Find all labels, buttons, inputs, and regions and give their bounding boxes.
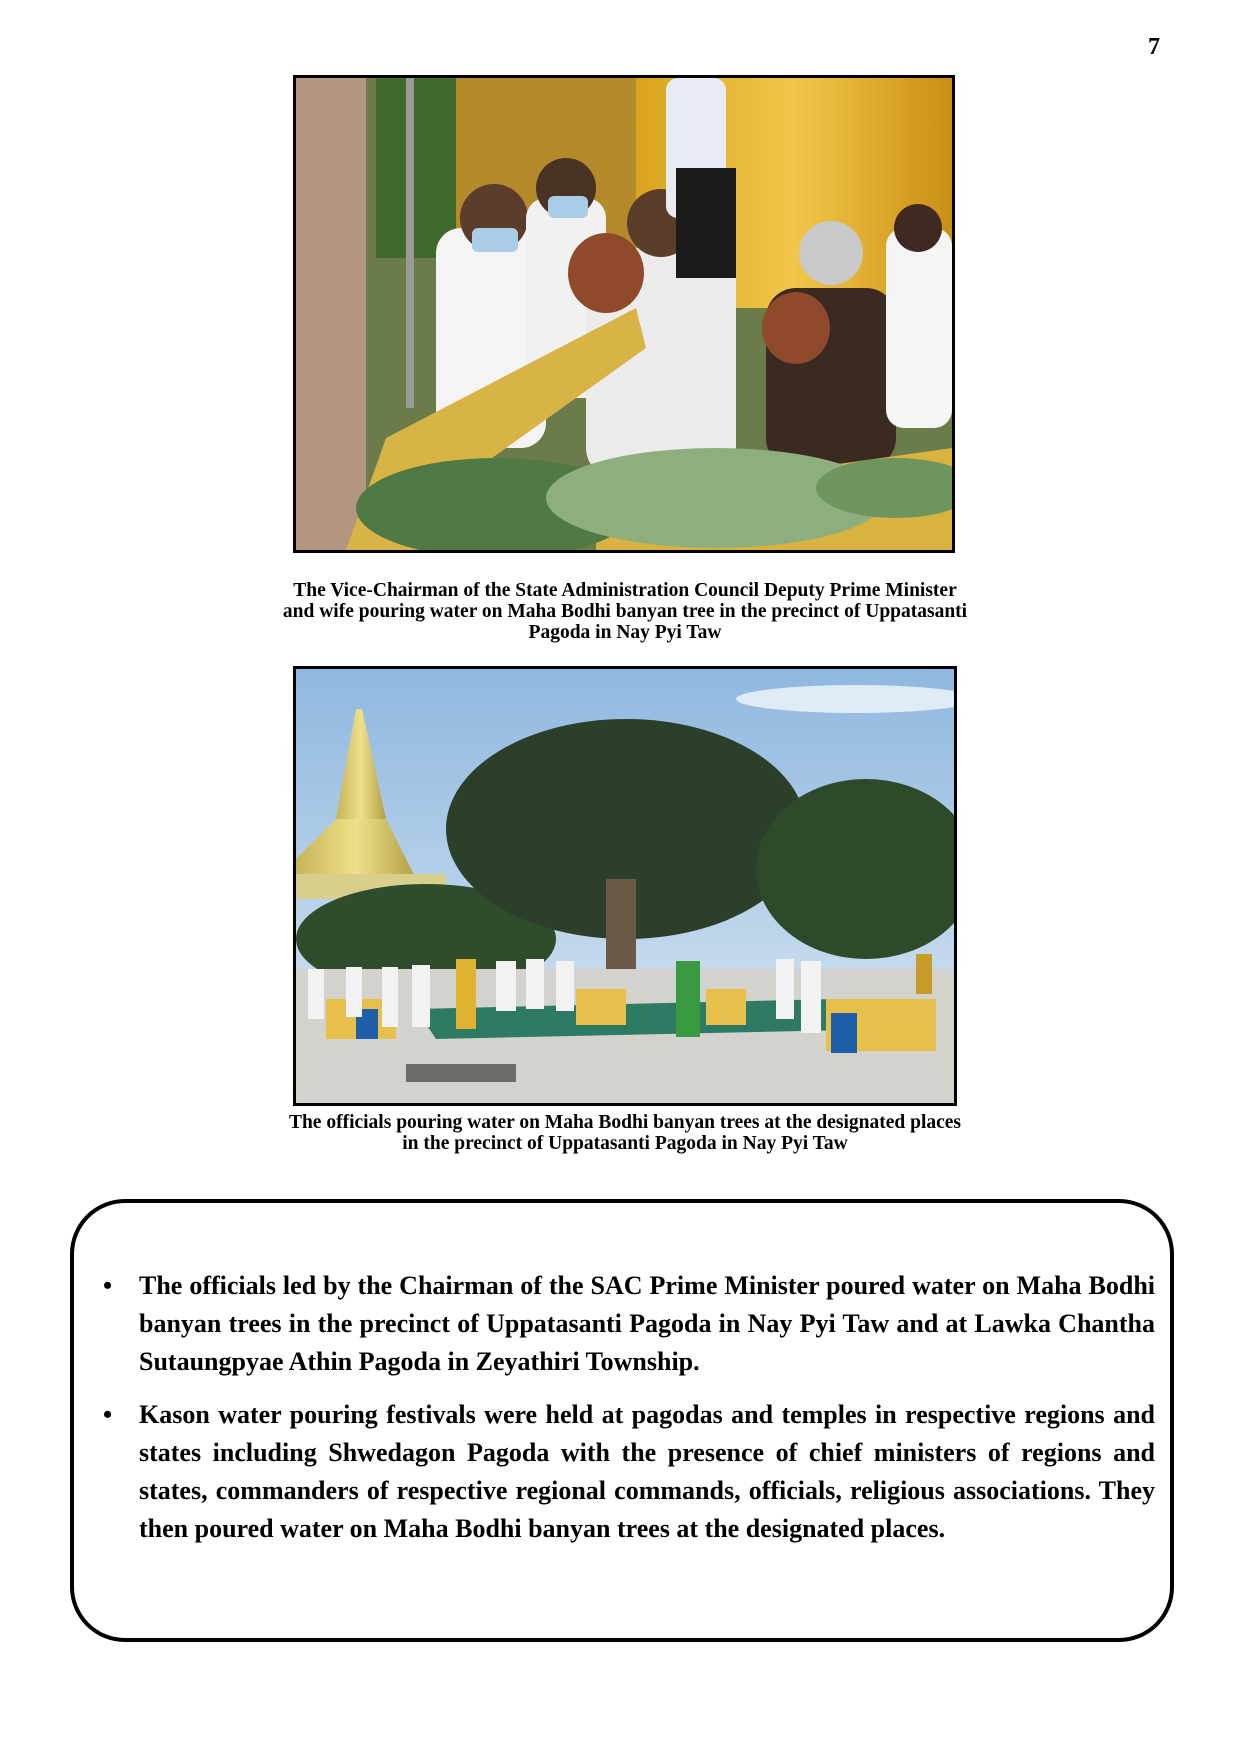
- summary-bullet-text: Kason water pouring festivals were held at pagodas and temples in respective regions and states including Shwedagon Pagoda with the presence of chief ministers of regions and states, commanders of respective regional commands, officials, religious associations. They then poured water on Maha Bodhi banyan trees at the designated places.: [139, 1400, 1155, 1543]
- page-number: 7: [1148, 34, 1160, 60]
- bullet-icon: •: [103, 1400, 113, 1429]
- summary-bullet-item: [103, 1396, 1155, 1548]
- photo-caption: The officials pouring water on Maha Bodhi banyan trees at the designated places in the precinct of Uppatasanti Pagoda in Nay Pyi Taw: [288, 1112, 962, 1154]
- summary-bullet-list: [103, 1267, 1155, 1563]
- photo-caption: The Vice-Chairman of the State Administration Council Deputy Prime Minister and wife pouring water on Maha Bodhi banyan tree in the precinct of Uppatasanti Pagoda in Nay Pyi Taw: [282, 580, 968, 643]
- bullet-icon: •: [103, 1271, 113, 1300]
- summary-box: [70, 1199, 1174, 1642]
- summary-bullet-text: The officials led by the Chairman of the SAC Prime Minister poured water on Maha Bodhi banyan trees in the precinct of Uppatasanti Pagoda in Nay Pyi Taw and at Lawka Chantha Sutaungpyae Athin Pagoda in Zeyathiri Township.: [139, 1271, 1155, 1376]
- ceremony-photo: [293, 75, 955, 553]
- pagoda-photo: [293, 666, 957, 1106]
- summary-bullet-item: [103, 1267, 1155, 1381]
